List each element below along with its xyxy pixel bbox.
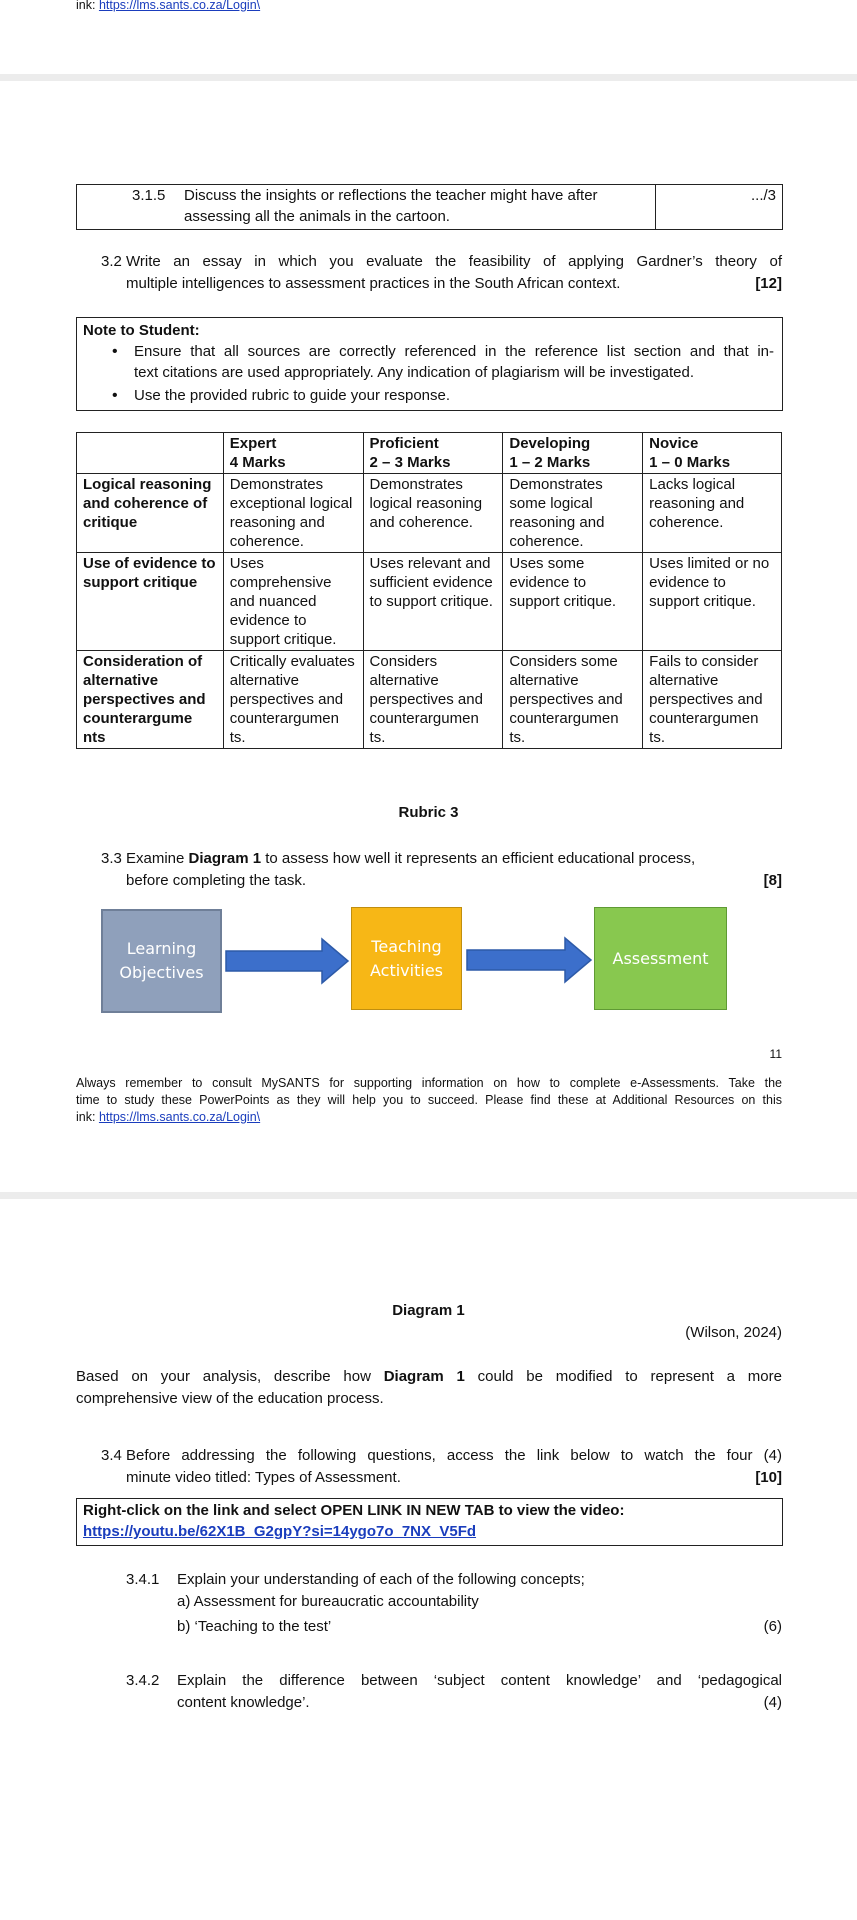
- analysis-question: Based on your analysis, describe how Diagram 1 could be modified to represent a more comprehensive view of the education process.: [76, 1368, 782, 1407]
- diagram-caption: Diagram 1: [392, 1302, 465, 1319]
- rubric-table: [76, 432, 782, 749]
- bullet-icon: •: [112, 387, 118, 404]
- citation: (Wilson, 2024): [685, 1324, 782, 1341]
- note-bullet-1: • Ensure that all sources are correctly referenced in the reference list section and that in- text citations are used appropriately. Any indication of plagiarism will be investigated.: [112, 343, 774, 381]
- question-3-2-number: 3.2: [101, 253, 122, 270]
- rubric-caption: Rubric 3: [398, 804, 459, 821]
- question-3-1-5-number: 3.1.5: [132, 187, 166, 204]
- note-title: Note to Student:: [83, 322, 200, 339]
- question-3-4-1-text: Explain your understanding of each of the following concepts;: [177, 1571, 585, 1588]
- rubric-header-developing: Developing 1 – 2 Marks: [503, 433, 643, 474]
- rubric-criterion: Consideration of alternative perspectives and counterargume nts: [77, 651, 224, 749]
- note-to-student-box: [76, 317, 783, 411]
- question-3-4-2-marks: (4): [763, 1694, 782, 1711]
- rubric-header-expert: Expert 4 Marks: [223, 433, 363, 474]
- rubric-header-proficient: Proficient 2 – 3 Marks: [363, 433, 503, 474]
- rubric-criterion: Use of evidence to support critique: [77, 553, 224, 651]
- question-3-4-1-a: a) Assessment for bureaucratic accountability: [177, 1593, 479, 1610]
- question-3-4-2-number: 3.4.2: [126, 1672, 160, 1689]
- question-3-2-line1: Write an essay in which you evaluate the feasibility of applying Gardner’s theory of: [126, 253, 782, 270]
- rubric-cell: Demonstrates logical reasoning and coherence.: [363, 474, 503, 553]
- bullet-icon: •: [112, 343, 118, 360]
- table-row: [77, 553, 782, 651]
- question-3-1-5-line1: Discuss the insights or reflections the teacher might have after: [184, 187, 598, 204]
- table-row: [77, 474, 782, 553]
- table-row: [77, 651, 782, 749]
- note-bullet-2: • Use the provided rubric to guide your response.: [112, 387, 451, 404]
- rubric-header-row: [77, 433, 782, 474]
- arrow-icon: [224, 937, 350, 985]
- question-3-4-number: 3.4: [101, 1447, 122, 1464]
- video-link[interactable]: https://youtu.be/62X1B_G2gpY?si=14ygo7o_7NX_V5Fd: [83, 1523, 477, 1540]
- question-3-4-1-b: b) ‘Teaching to the test’: [177, 1618, 332, 1635]
- rubric-cell: Demonstrates exceptional logical reasoning and coherence.: [223, 474, 363, 553]
- question-3-4-line1: Before addressing the following questions, access the link below to watch the four (4): [126, 1447, 782, 1464]
- question-3-3-line1: Examine Diagram 1 to assess how well it represents an efficient educational process,: [126, 850, 696, 867]
- rubric-cell: Uses relevant and sufficient evidence to support critique.: [363, 553, 503, 651]
- question-3-3-number: 3.3: [101, 850, 122, 867]
- page-separator: [0, 1192, 857, 1199]
- question-3-4-line2: minute video titled: Types of Assessment.: [126, 1469, 401, 1486]
- page-separator: [0, 74, 857, 81]
- rubric-cell: Considers some alternative perspectives and counterargumen ts.: [503, 651, 643, 749]
- learning-objectives-box: Learning Objectives: [101, 909, 222, 1013]
- question-3-4-2-line2: content knowledge’.: [177, 1694, 310, 1711]
- lms-link[interactable]: https://lms.sants.co.za/Login\: [98, 1110, 261, 1124]
- page-number: 11: [769, 1047, 782, 1061]
- rubric-cell: Critically evaluates alternative perspectives and counterargumen ts.: [223, 651, 363, 749]
- assessment-box: Assessment: [594, 907, 727, 1010]
- top-resource-link-line: ink: https://lms.sants.co.za/Login\: [76, 0, 261, 12]
- rubric-cell: Lacks logical reasoning and coherence.: [643, 474, 782, 553]
- teaching-activities-box: Teaching Activities: [351, 907, 462, 1010]
- rubric-cell: Demonstrates some logical reasoning and coherence.: [503, 474, 643, 553]
- rubric-cell: Considers alternative perspectives and counterargumen ts.: [363, 651, 503, 749]
- question-3-4-1-number: 3.4.1: [126, 1571, 160, 1588]
- rubric-cell: Fails to consider alternative perspectives and counterargumen ts.: [643, 651, 782, 749]
- arrow-icon: [465, 936, 593, 984]
- footer-text: Always remember to consult MySANTS for supporting information on how to complete e-Assessments. Take the time to study these PowerPoints as they will help you to succeed. Please find these at Additional Resources on this ink: https://lms.sants.co.za/Login\: [76, 1076, 782, 1124]
- rubric-header-novice: Novice 1 – 0 Marks: [643, 433, 782, 474]
- question-3-1-5-marks: .../3: [750, 187, 776, 204]
- question-3-3-line2: before completing the task.: [126, 872, 307, 889]
- question-3-2-marks: [12]: [755, 275, 782, 292]
- rubric-cell: Uses some evidence to support critique.: [503, 553, 643, 651]
- question-3-4-2-line1: Explain the difference between ‘subject content knowledge’ and ‘pedagogical: [177, 1672, 782, 1689]
- rubric-cell: Uses comprehensive and nuanced evidence to support critique.: [223, 553, 363, 651]
- lms-link[interactable]: https://lms.sants.co.za/Login\: [98, 0, 261, 12]
- question-3-4-marks: [10]: [755, 1469, 782, 1486]
- question-3-3-marks: [8]: [763, 872, 782, 889]
- question-3-1-5-box: [76, 184, 783, 230]
- question-3-2-line2: multiple intelligences to assessment practices in the South African context.: [126, 275, 621, 292]
- question-3-4-1-marks: (6): [763, 1618, 782, 1635]
- question-3-1-5-divider: [655, 185, 656, 229]
- video-instruction: Right-click on the link and select OPEN LINK IN NEW TAB to view the video:: [83, 1502, 625, 1519]
- rubric-cell: Uses limited or no evidence to support critique.: [643, 553, 782, 651]
- rubric-criterion: Logical reasoning and coherence of critique: [77, 474, 224, 553]
- video-link-box: [76, 1498, 783, 1546]
- question-3-1-5-line2: assessing all the animals in the cartoon.: [184, 208, 450, 225]
- rubric-header-empty: [77, 433, 224, 474]
